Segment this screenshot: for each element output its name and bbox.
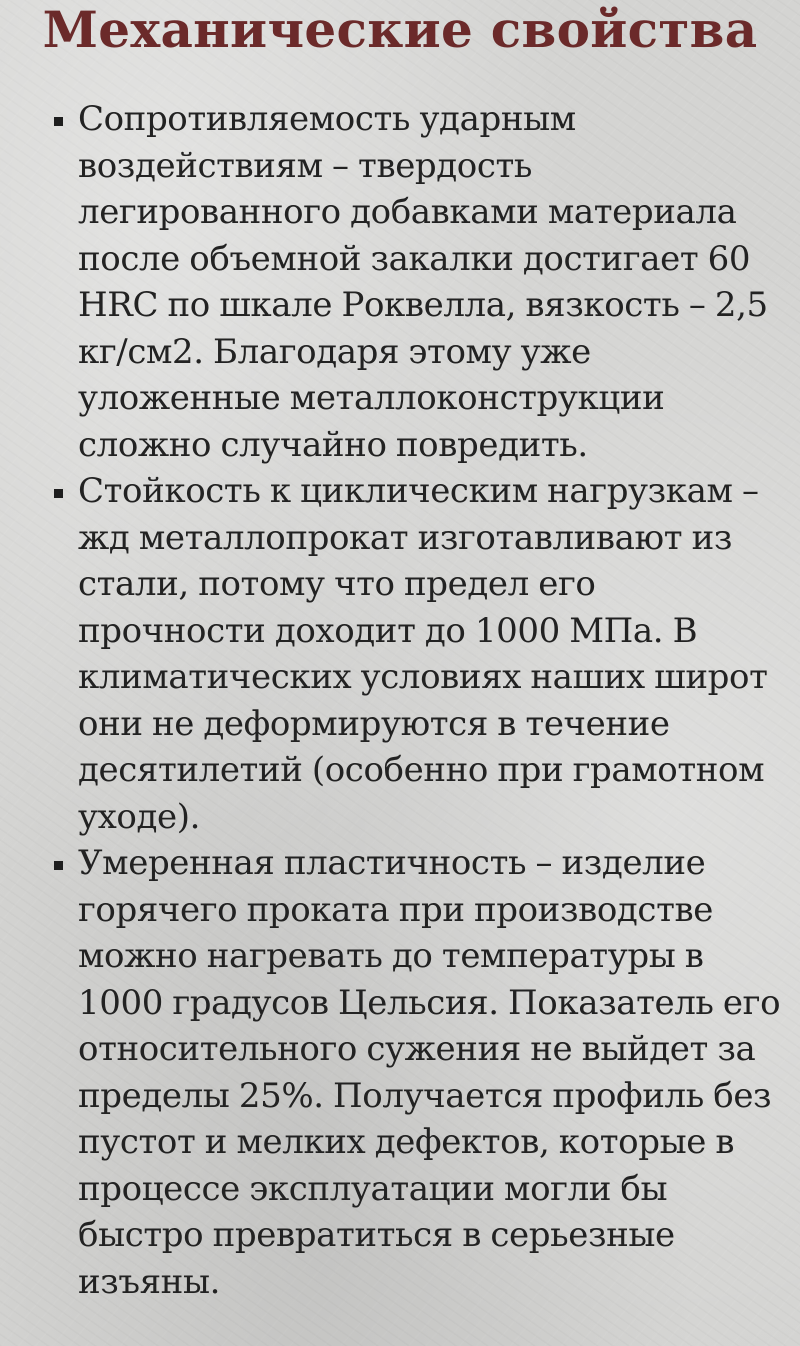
bullet-list [0,96,800,1305]
bullet-item [0,468,800,840]
square-bullet-icon [54,117,63,126]
bullet-item [0,96,800,468]
bullet-text: Сопротивляемость ударным воздействиям – твердость легированного добавками материала после объемной закалки достигает 60 HRC по шкале Роквелла, вязкость – 2,5 кг/см2. Благодаря этому уже уложенные металлоконструкции сложно случайно повредить. [78,99,768,465]
bullet-item [0,840,800,1305]
slide-title: Механические свойства [42,0,758,59]
bullet-text: Стойкость к циклическим нагрузкам – жд металлопрокат изготавливают из стали, потому что предел его прочности доходит до 1000 МПа. В климатических условиях наших широт они не деформируются в течение десятилетий (особенно при грамотном уходе). [78,471,768,837]
square-bullet-icon [54,489,63,498]
bullet-text: Умеренная пластичность – изделие горячего проката при производстве можно нагревать до температуры в 1000 градусов Цельсия. Показатель его относительного сужения не выйдет за пределы 25%. Получается профиль без пустот и мелких дефектов, которые в процессе эксплуатации могли бы быстро превратиться в серьезные изъяны. [78,843,781,1302]
square-bullet-icon [54,861,63,870]
